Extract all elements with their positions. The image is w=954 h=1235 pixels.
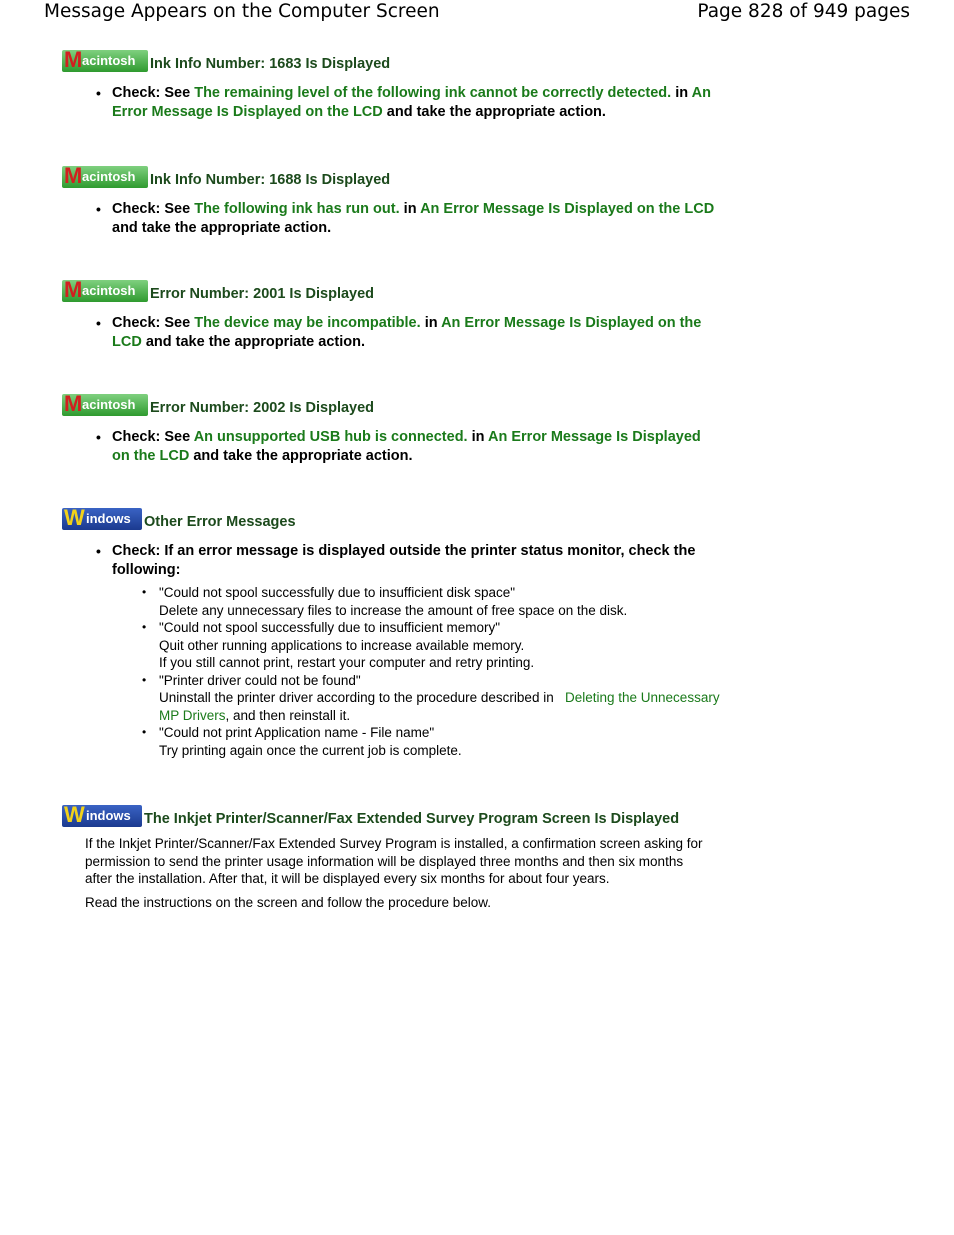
- section-title: [62, 274, 722, 302]
- deleting-drivers-link[interactable]: Deleting the Unnecessary MP Drivers: [159, 690, 720, 723]
- section-title: [62, 502, 722, 530]
- page-counter: Page 828 of 949 pages: [697, 1, 910, 22]
- section-heading: Other Error Messages: [144, 514, 296, 530]
- section-heading: Error Number: 2001 Is Displayed: [150, 286, 375, 302]
- macintosh-logo-icon: M acintosh: [62, 394, 148, 416]
- survey-description: If the Inkjet Printer/Scanner/Fax Extended Survey Program is installed, a confirmation screen asking for permission to send the printer usage information will be displayed three months and then six months after the installation. After that, it will be displayed every six months for about four years.: [85, 836, 703, 886]
- section-ink-1683: [62, 44, 722, 122]
- list-item: • "Could not spool successfully due to insufficient memory" Quit other running applications to increase available memory. If you still cannot print, restart your computer and retry printing.: [142, 619, 722, 672]
- main-content: [62, 44, 722, 911]
- check-list: [96, 84, 722, 122]
- check-list: [96, 542, 722, 759]
- device-incompatible-link[interactable]: The device may be incompatible.: [194, 315, 421, 331]
- section-ink-1688: [62, 160, 722, 238]
- usb-hub-link[interactable]: An unsupported USB hub is connected.: [193, 429, 468, 445]
- check-item: • Check: See An unsupported USB hub is connected. in An Error Message Is Displayed on the LCD and take the appropriate action.: [96, 428, 722, 466]
- section-title: [62, 388, 722, 416]
- section-title: [62, 160, 722, 188]
- section-heading: Ink Info Number: 1683 Is Displayed: [150, 56, 391, 72]
- section-error-2001: [62, 274, 722, 352]
- document-title: Message Appears on the Computer Screen: [44, 1, 440, 22]
- check-list: [96, 200, 722, 238]
- section-other-errors: [62, 502, 722, 759]
- lcd-error-link[interactable]: An Error Message Is Displayed on the LCD: [112, 429, 701, 464]
- macintosh-logo-icon: M acintosh: [62, 166, 148, 188]
- error-message-list: [142, 584, 722, 759]
- list-item: • "Could not print Application name - File name" Try printing again once the current job is complete.: [142, 724, 722, 759]
- ink-run-out-link[interactable]: The following ink has run out.: [194, 201, 400, 217]
- check-item: • Check: See The following ink has run out. in An Error Message Is Displayed on the LCD and take the appropriate action.: [96, 200, 722, 238]
- macintosh-logo-icon: M acintosh: [62, 50, 148, 72]
- section-title: [62, 799, 722, 827]
- lcd-error-link[interactable]: An Error Message Is Displayed on the LCD: [112, 315, 702, 350]
- section-error-2002: [62, 388, 722, 466]
- section-survey-program: [62, 799, 722, 911]
- windows-logo-icon: W indows: [62, 805, 142, 827]
- macintosh-logo-icon: M acintosh: [62, 280, 148, 302]
- windows-logo-icon: W indows: [62, 508, 142, 530]
- ink-level-link[interactable]: The remaining level of the following ink cannot be correctly detected.: [194, 85, 672, 101]
- lcd-error-link[interactable]: An Error Message Is Displayed on the LCD: [112, 85, 711, 120]
- section-heading: Ink Info Number: 1688 Is Displayed: [150, 172, 391, 188]
- section-title: [62, 44, 722, 72]
- check-list: [96, 314, 722, 352]
- check-item: • Check: If an error message is displayed outside the printer status monitor, check the following: • "Could not spool successfully due to insufficient disk space" Delete any unnecessary files to increase the amount of free space on the disk. • "Could not spool successfully due to insufficient memory" Quit other running applications to increase available memory. If you still cannot print, restart your computer and retry printing. • "Printer driver could not be found" Uninstall the printer driver according to the procedure described in Deleting the Unnecessary MP Drivers, and then reinstall it. • "Could not print Application name - File name" Try printing again once the current job is complete.: [96, 542, 722, 759]
- list-item: • "Printer driver could not be found" Uninstall the printer driver according to the procedure described in Deleting the Unnecessary MP Drivers, and then reinstall it.: [142, 672, 722, 725]
- section-heading: Error Number: 2002 Is Displayed: [150, 400, 375, 416]
- check-item: • Check: See The remaining level of the following ink cannot be correctly detected. in An Error Message Is Displayed on the LCD and take the appropriate action.: [96, 84, 722, 122]
- check-item: • Check: See The device may be incompatible. in An Error Message Is Displayed on the LCD and take the appropriate action.: [96, 314, 722, 352]
- survey-instructions: Read the instructions on the screen and follow the procedure below.: [85, 894, 492, 910]
- section-heading: The Inkjet Printer/Scanner/Fax Extended Survey Program Screen Is Displayed: [144, 811, 680, 827]
- list-item: • "Could not spool successfully due to insufficient disk space" Delete any unnecessary files to increase the amount of free space on the disk.: [142, 584, 722, 619]
- lcd-error-link[interactable]: An Error Message Is Displayed on the LCD: [420, 201, 715, 217]
- check-list: [96, 428, 722, 466]
